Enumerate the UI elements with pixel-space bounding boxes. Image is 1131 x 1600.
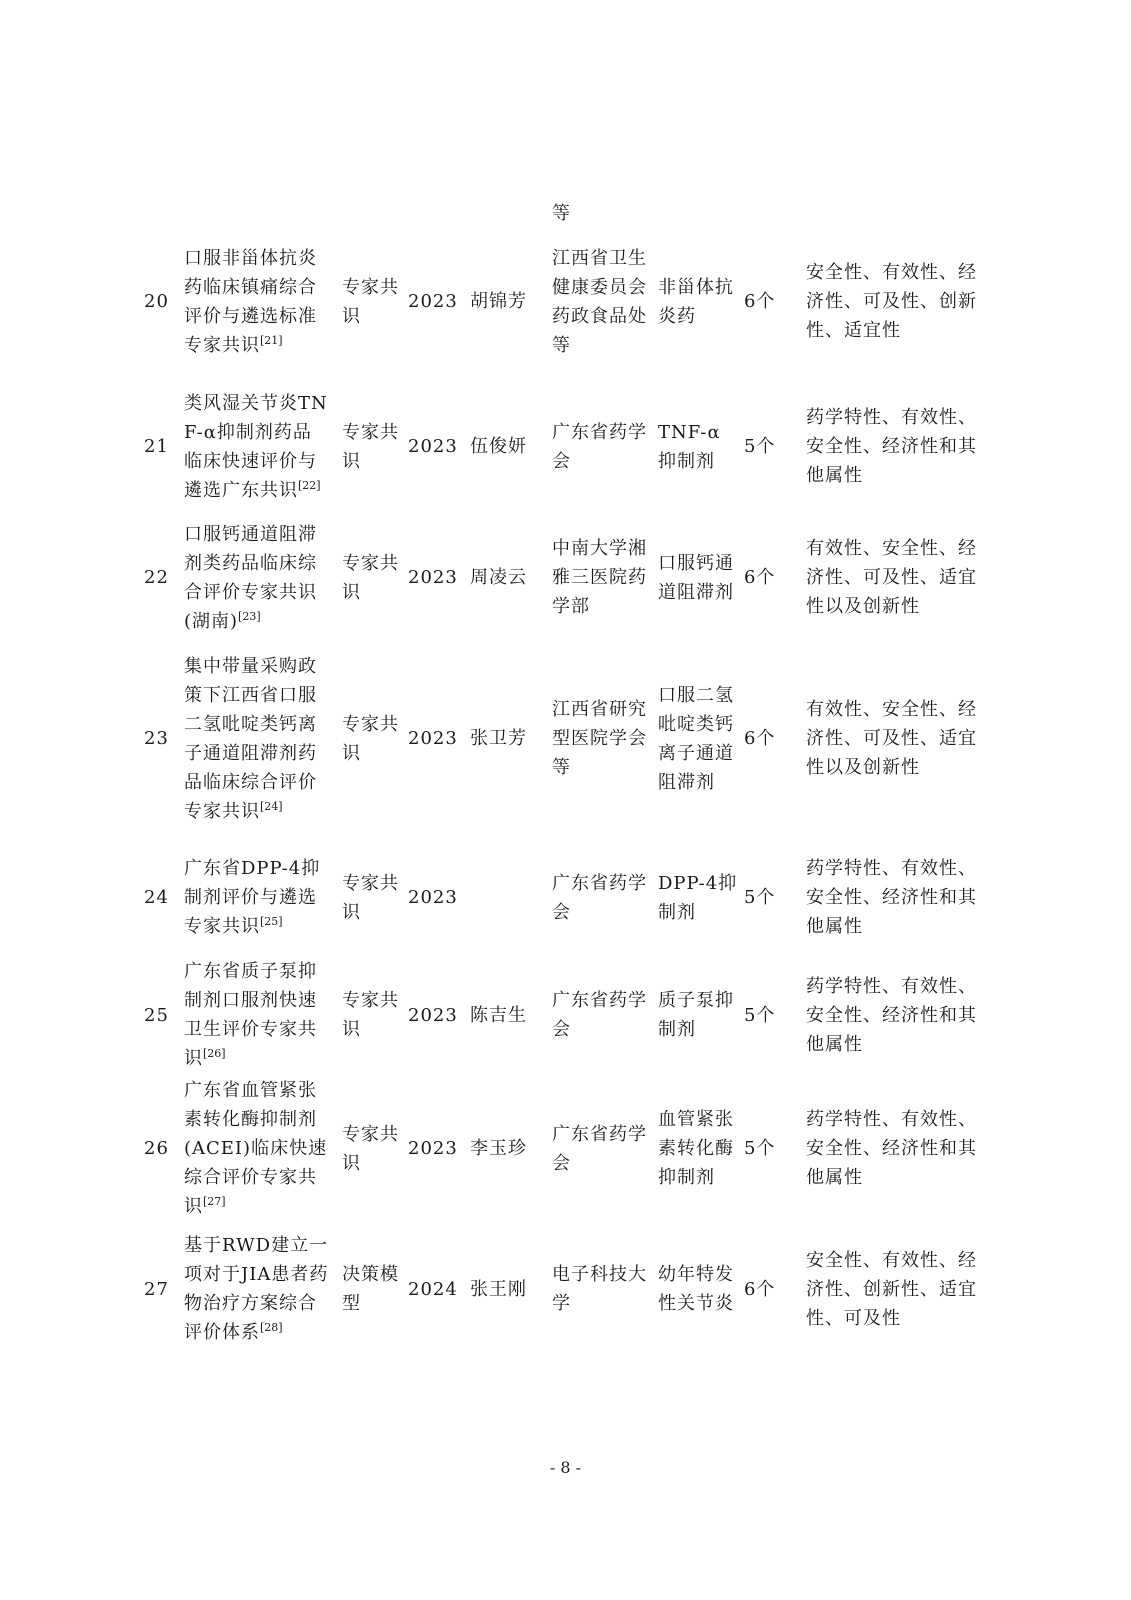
cell-dims-text: 安全性、有效性、经济性、可及性、创新性、适宜性 (806, 262, 977, 341)
cell-title-text: 口服钙通道阻滞剂类药品临床综合评价专家共识(湖南) (184, 523, 317, 632)
cell-num (140, 519, 184, 636)
cell-count (744, 229, 806, 374)
cell-dims (806, 1221, 986, 1357)
cell-count-text: 5个 (744, 436, 776, 457)
cell-count-text: 6个 (744, 291, 776, 312)
cell-dims (806, 636, 986, 841)
cell-org (552, 374, 658, 519)
table-row (140, 374, 986, 519)
cell-drug-text: 口服二氢吡啶类钙离子通道阻滞剂 (658, 684, 734, 793)
cell-type (342, 1076, 408, 1221)
cell-author-text: 陈吉生 (470, 1004, 527, 1026)
cell-drug (658, 1221, 744, 1357)
cell-dims-text: 药学特性、有效性、安全性、经济性和其他属性 (806, 1109, 977, 1188)
cell-title-text: 广东省血管紧张素转化酶抑制剂(ACEI)临床快速综合评价专家共识 (184, 1080, 328, 1217)
cell-type-text: 专家共识 (342, 276, 399, 327)
cell-year (408, 1221, 470, 1357)
cell-num (140, 636, 184, 841)
cell-dims (806, 229, 986, 374)
table-row (140, 519, 986, 636)
cell-year-text: 2024 (408, 1278, 458, 1300)
cell-type-text: 专家共识 (342, 552, 399, 603)
cell-dims-text: 药学特性、有效性、安全性、经济性和其他属性 (806, 858, 977, 937)
cell-title-text: 类风湿关节炎TNF-α抑制剂药品临床快速评价与遴选广东共识 (184, 392, 328, 501)
cell-org (552, 841, 658, 954)
cell-drug (658, 954, 744, 1076)
cell-type-text: 专家共识 (342, 872, 399, 923)
cell-dims-text: 药学特性、有效性、安全性、经济性和其他属性 (806, 975, 977, 1055)
cell-author-text: 胡锦芳 (470, 291, 527, 312)
table-row (140, 229, 986, 374)
citation-ref: [23] (238, 609, 261, 623)
cell-drug (658, 374, 744, 519)
cell-drug (658, 1076, 744, 1221)
citation-ref: [21] (260, 333, 283, 347)
cell-num (140, 374, 184, 519)
cell-year (408, 636, 470, 841)
cell-type (342, 841, 408, 954)
cell-drug (658, 636, 744, 841)
table-row (140, 1076, 986, 1221)
cell-dims (806, 374, 986, 519)
cell-year-text: 2023 (408, 887, 458, 908)
cell-author (470, 229, 552, 374)
cell-type-text: 专家共识 (342, 990, 399, 1040)
cell-year-text: 2023 (408, 728, 458, 749)
cell-title (184, 229, 342, 374)
cell-author (470, 519, 552, 636)
cell-author (470, 374, 552, 519)
cell-num-text: 27 (144, 1278, 169, 1300)
cell-num-text: 25 (144, 1004, 169, 1026)
cell-drug-text: 非甾体抗炎药 (658, 276, 734, 327)
cell-dims-text: 有效性、安全性、经济性、可及性、适宜性以及创新性 (806, 538, 977, 617)
cell-title-text: 广东省DPP-4抑制剂评价与遴选专家共识 (184, 858, 321, 937)
cell-author (470, 1076, 552, 1221)
cell-type-text: 专家共识 (342, 713, 399, 764)
cell-num-text: 24 (144, 887, 169, 908)
cell-title (184, 1221, 342, 1357)
cell-num-text: 23 (144, 728, 169, 749)
cell-org-text: 江西省卫生健康委员会药政食品处等 (552, 247, 647, 356)
cell-type-text: 决策模型 (342, 1264, 399, 1314)
cell-author (470, 1221, 552, 1357)
cell-year (408, 374, 470, 519)
cell-drug (658, 229, 744, 374)
cell-title (184, 954, 342, 1076)
cell-title (184, 841, 342, 954)
cell-org-text: 广东省药学会 (552, 990, 647, 1040)
cell-num-text: 20 (144, 291, 169, 312)
cell-dims-text: 有效性、安全性、经济性、可及性、适宜性以及创新性 (806, 699, 977, 778)
cell-author (470, 636, 552, 841)
cell-drug-text: 口服钙通道阻滞剂 (658, 552, 734, 603)
cell-org-text: 电子科技大学 (552, 1264, 647, 1314)
cell-author-text: 张王刚 (470, 1278, 527, 1300)
cell-author-text: 张卫芳 (470, 728, 527, 749)
table-row (140, 841, 986, 954)
cell-title (184, 519, 342, 636)
cell-year (408, 229, 470, 374)
cell-count (744, 841, 806, 954)
cell-dims-text: 安全性、有效性、经济性、创新性、适宜性、可及性 (806, 1249, 977, 1329)
cell-org (552, 1221, 658, 1357)
cell-drug-text: TNF-α抑制剂 (658, 421, 721, 472)
cell-org-text: 中南大学湘雅三医院药学部 (552, 538, 647, 617)
cell-year (408, 1076, 470, 1221)
citation-ref: [22] (298, 478, 321, 492)
cell-title-text: 基于RWD建立一项对于JIA患者药物治疗方案综合评价体系 (184, 1235, 329, 1343)
cell-author-text: 周凌云 (470, 567, 527, 588)
cell-year-text: 2023 (408, 567, 458, 588)
cell-count (744, 954, 806, 1076)
cell-count-text: 5个 (744, 1004, 776, 1026)
cell-type (342, 954, 408, 1076)
cell-type (342, 229, 408, 374)
cell-count (744, 374, 806, 519)
cell-num-text: 26 (144, 1138, 169, 1159)
cell-dims (806, 841, 986, 954)
cell-type (342, 1221, 408, 1357)
table-row (140, 1221, 986, 1357)
cell-num (140, 1221, 184, 1357)
cell-num (140, 229, 184, 374)
page-number: - 8 - (549, 1458, 582, 1477)
evaluation-table (140, 229, 986, 1357)
cell-count (744, 1076, 806, 1221)
cell-title-text: 广东省质子泵抑制剂口服剂快速卫生评价专家共识 (184, 961, 317, 1069)
citation-ref: [26] (203, 1047, 226, 1060)
table-row (140, 954, 986, 1076)
cell-num-text: 21 (144, 436, 169, 457)
cell-drug-text: 幼年特发性关节炎 (658, 1264, 734, 1314)
cell-org (552, 229, 658, 374)
cell-dims-text: 药学特性、有效性、安全性、经济性和其他属性 (806, 407, 977, 486)
cell-count-text: 6个 (744, 1278, 776, 1300)
cell-drug-text: 质子泵抑制剂 (658, 990, 734, 1040)
citation-ref: [27] (203, 1195, 226, 1208)
cell-year (408, 954, 470, 1076)
cell-org-text: 广东省药学会 (552, 872, 647, 923)
cell-author-text: 伍俊妍 (470, 436, 527, 457)
cell-org-text: 广东省药学会 (552, 1123, 647, 1174)
cell-year-text: 2023 (408, 1138, 458, 1159)
cell-org (552, 636, 658, 841)
citation-ref: [28] (260, 1321, 283, 1334)
cell-title (184, 636, 342, 841)
cell-org-text: 江西省研究型医院学会等 (552, 699, 647, 778)
cell-author (470, 954, 552, 1076)
cell-num-text: 22 (144, 567, 169, 588)
cell-type (342, 519, 408, 636)
cell-title-text: 集中带量采购政策下江西省口服二氢吡啶类钙离子通道阻滞剂药品临床综合评价专家共识 (184, 655, 317, 822)
cell-org (552, 954, 658, 1076)
cell-org (552, 1076, 658, 1221)
cell-count-text: 5个 (744, 887, 776, 908)
cell-count (744, 519, 806, 636)
cell-drug-text: DPP-4抑制剂 (658, 872, 738, 923)
cell-year-text: 2023 (408, 291, 458, 312)
cell-drug (658, 841, 744, 954)
continuation-row (0, 199, 1131, 229)
cell-num (140, 1076, 184, 1221)
cell-drug (658, 519, 744, 636)
cell-drug-text: 血管紧张素转化酶抑制剂 (658, 1109, 734, 1188)
cell-dims (806, 1076, 986, 1221)
cell-dims (806, 954, 986, 1076)
cell-org (552, 519, 658, 636)
cell-author (470, 841, 552, 954)
cell-org-text: 广东省药学会 (552, 421, 647, 472)
cell-count-text: 6个 (744, 567, 776, 588)
continuation-org-text: 等 (552, 203, 570, 224)
cell-count-text: 6个 (744, 728, 776, 749)
cell-count-text: 5个 (744, 1138, 776, 1159)
cell-author-text: 李玉珍 (470, 1138, 527, 1159)
cell-title (184, 374, 342, 519)
cell-title-text: 口服非甾体抗炎药临床镇痛综合评价与遴选标准专家共识 (184, 247, 317, 356)
cell-count (744, 1221, 806, 1357)
cell-dims (806, 519, 986, 636)
cell-year (408, 519, 470, 636)
cell-type (342, 636, 408, 841)
table-row (140, 636, 986, 841)
cell-year-text: 2023 (408, 436, 458, 457)
cell-num (140, 954, 184, 1076)
citation-ref: [25] (260, 915, 283, 928)
citation-ref: [24] (260, 799, 283, 813)
cell-year-text: 2023 (408, 1004, 458, 1026)
cell-year (408, 841, 470, 954)
cell-num (140, 841, 184, 954)
cell-type-text: 专家共识 (342, 1123, 399, 1174)
cell-title (184, 1076, 342, 1221)
cell-type (342, 374, 408, 519)
cell-count (744, 636, 806, 841)
cell-type-text: 专家共识 (342, 421, 399, 472)
